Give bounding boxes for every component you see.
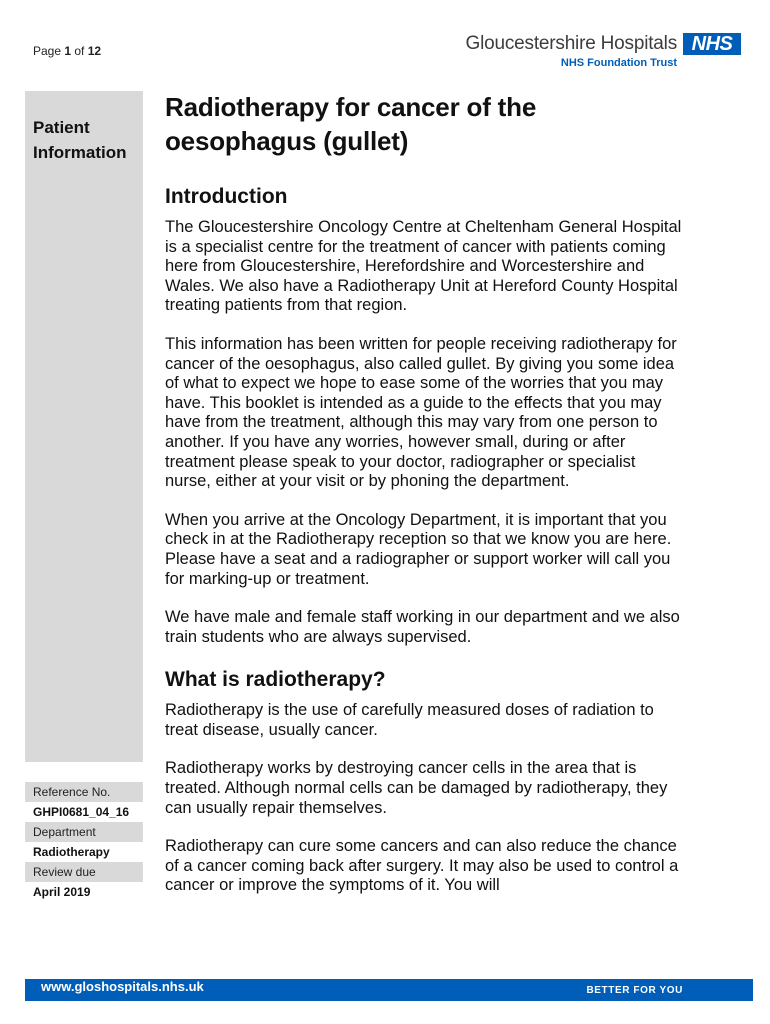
paragraph: We have male and female staff working in our department and we also train students who are always supervised. <box>165 608 680 646</box>
footer-bar <box>25 979 753 1001</box>
reference-value: GHPI0681_04_16 <box>25 802 143 822</box>
nhs-badge: NHS <box>683 33 741 55</box>
footer-tagline: BETTER FOR YOU <box>586 985 683 996</box>
paragraph: This information has been written for people receiving radiotherapy for cancer of the oesophagus, also called gullet. By giving you some idea of what to expect we hope to ease some of the worries that you may have. This booklet is intended as a guide to the effects that you may have from the treatment, although this may vary from one person to another. If you have any worries, however small, during or after treatment please speak to your doctor, radiographer or specialist nurse, either at your visit or by phoning the department. <box>165 334 677 491</box>
paragraph: The Gloucestershire Oncology Centre at Cheltenham General Hospital is a specialist centre for the treatment of cancer with patients coming here from Gloucestershire, Herefordshire and Worcestershire and Wales. We also have a Radiotherapy Unit at Hereford County Hospital treating patients from that region. <box>165 218 682 315</box>
paragraph: Radiotherapy is the use of carefully measured doses of radiation to treat disease, usually cancer. <box>165 701 654 739</box>
what-is-radiotherapy-heading: What is radiotherapy? <box>165 668 386 692</box>
page-total: 12 <box>87 44 102 58</box>
review-value: April 2019 <box>25 882 143 902</box>
page-current: 1 <box>64 44 72 58</box>
document-metadata <box>25 782 143 902</box>
department-label: Department <box>25 822 143 842</box>
org-name: Gloucestershire Hospitals <box>465 33 677 54</box>
page-number: Page 1 of 12 <box>33 44 102 58</box>
review-label: Review due <box>25 862 143 882</box>
page-title: Radiotherapy for cancer of the oesophagus (gullet) <box>165 92 537 156</box>
nhs-trust-logo <box>461 33 741 73</box>
introduction-heading: Introduction <box>165 185 288 208</box>
website-link[interactable]: www.gloshospitals.nhs.uk <box>41 979 204 994</box>
trust-name: NHS Foundation Trust <box>560 57 677 69</box>
paragraph: Radiotherapy can cure some cancers and can also reduce the chance of a cancer coming back after surgery. It may also be used to control a cancer or improve the symptoms of it. You will <box>165 837 679 895</box>
paragraph: When you arrive at the Oncology Department, it is important that you check in at the Radiotherapy reception so that we know you are here. Please have a seat and a radiographer or support worker will call you for marking-up or treatment. <box>165 510 672 588</box>
paragraph: Radiotherapy works by destroying cancer cells in the area that is treated. Although normal cells can be damaged by radiotherapy, they can usually repair themselves. <box>165 759 668 817</box>
sidebar-panel <box>25 91 143 762</box>
patient-information-label: Patient Information <box>33 118 127 162</box>
document-body <box>165 90 685 896</box>
department-value: Radiotherapy <box>25 842 143 862</box>
reference-label: Reference No. <box>25 782 143 802</box>
